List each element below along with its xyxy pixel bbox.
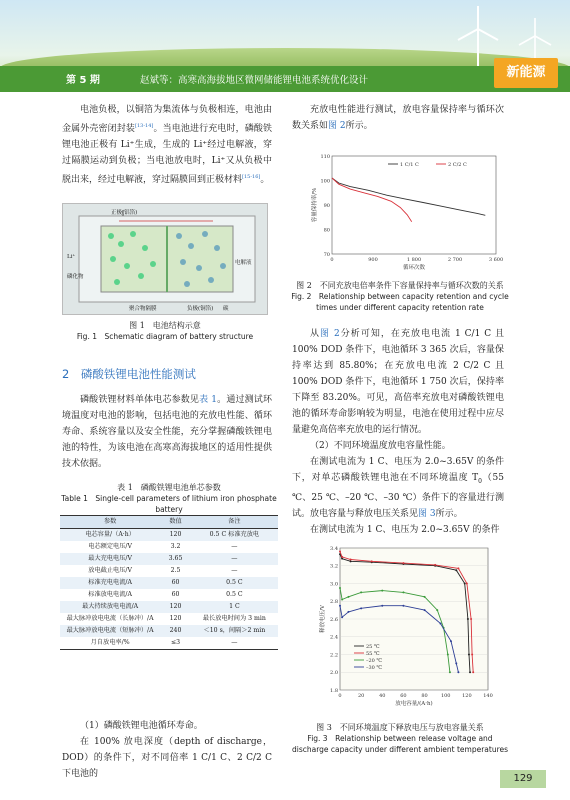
fig1-label-separator: 聚合物隔膜 <box>129 306 157 312</box>
data-point <box>350 559 352 561</box>
y-tick-label: 70 <box>323 251 330 258</box>
table-1-caption-en: Table 1 Single-cell parameters of lithium iron phosphate battery <box>61 494 277 514</box>
data-point <box>472 671 474 673</box>
table-row <box>60 553 278 565</box>
data-point <box>449 671 451 673</box>
x-tick-label: 40 <box>379 693 386 699</box>
data-point <box>402 605 404 607</box>
data-point <box>402 591 404 593</box>
table-row <box>60 637 278 650</box>
legend-entry: 25 ℃ <box>366 643 380 650</box>
figure-2-svg <box>296 146 506 276</box>
right-para1: 充放电性能进行测试，放电容量保持率与循环次数关系如图 2所示。 <box>292 105 504 131</box>
table-1-ref: 表 1 <box>199 395 218 405</box>
table-cell: 3.65 <box>160 553 191 565</box>
x-tick-label: 140 <box>483 693 493 699</box>
data-point <box>469 671 471 673</box>
data-point <box>341 598 343 600</box>
table-cell: 最大脉冲放电电流（短脉冲）/A <box>60 625 160 637</box>
table-cell: 2.5 <box>170 567 181 574</box>
table-cell: 最长放电时间为 3 min <box>202 615 266 622</box>
table-cell: ≤3 <box>160 637 191 650</box>
table-cell: 60 <box>171 591 180 598</box>
table-row <box>60 625 278 637</box>
figure-2-chart <box>296 146 506 276</box>
table-cell: 240 <box>160 625 191 637</box>
table-cell: — <box>191 553 278 565</box>
data-point <box>347 611 349 613</box>
figure-3-caption-cn: 图 3 不同环境温度下释放电压与放电容量关系 <box>316 723 484 732</box>
y-tick-label: 2.2 <box>330 652 338 659</box>
data-point <box>439 622 441 624</box>
table-row <box>60 601 278 613</box>
issue-number: 第 5 期 <box>66 75 100 86</box>
legend-entry: 1 C/1 C <box>400 161 419 168</box>
table-row <box>60 529 278 542</box>
data-point <box>339 605 341 607</box>
y-tick-label: 3.2 <box>330 563 338 570</box>
table-1-caption <box>60 482 278 515</box>
section-heading: 2 磷酸铁锂电池性能测试 <box>62 367 196 381</box>
left-para2: 磷酸铁锂材料单体电芯参数见表 1。通过测试环境温度对电池的影响，包括电池的充放电性能、循环寿命、系统容量以及安全性能，充分掌握磷酸铁锂电池的特性，为该电池在高寒高海拔地区的适用性提供技术依据。 <box>62 395 272 469</box>
figure-2-ref: 图 2 <box>328 121 346 131</box>
table-cell: ＜10 s，间隔＞2 min <box>191 625 278 637</box>
fig1-label-carbon: 碳 <box>223 306 229 312</box>
fig1-label-electrolyte: 电解液 <box>235 260 252 266</box>
table-cell: 电芯额定电压/V <box>88 543 132 550</box>
table-row <box>60 541 278 553</box>
table-cell: 0.5 C <box>226 591 243 598</box>
y-tick-label: 2.4 <box>330 634 338 641</box>
legend-entry: 2 C/2 C <box>448 161 467 168</box>
x-tick-label: 20 <box>357 693 365 699</box>
figure-1-caption <box>62 320 268 342</box>
data-point <box>347 596 349 598</box>
figure-1-battery-structure <box>62 203 268 315</box>
section-badge: 新能源 <box>494 58 558 88</box>
table-row <box>60 613 278 625</box>
table-cell: 放电截止电压/V <box>88 567 132 574</box>
table-cell: 120 <box>160 601 191 613</box>
legend-entry: –30 ℃ <box>366 664 383 671</box>
y-axis-label: 容量保持率/% <box>312 187 318 223</box>
y-tick-label: 3.0 <box>330 581 338 588</box>
data-point <box>470 618 472 620</box>
data-point <box>464 583 466 585</box>
x-tick-label: 0 <box>330 257 334 263</box>
legend-entry: –20 ℃ <box>366 657 383 664</box>
data-point <box>381 605 383 607</box>
figure-3-caption <box>290 722 510 755</box>
table-header: 参数 <box>60 516 160 529</box>
table-cell: — <box>191 637 278 650</box>
table-cell: 3.2 <box>170 543 181 550</box>
x-tick-label: 2 700 <box>447 257 463 263</box>
data-point <box>339 551 341 553</box>
page-number: 129 <box>500 770 546 788</box>
x-tick-label: 1 800 <box>406 257 422 263</box>
x-tick-label: 0 <box>338 693 342 699</box>
y-tick-label: 1.8 <box>330 687 338 694</box>
table-1-body <box>60 529 278 650</box>
data-point <box>341 556 343 558</box>
y-axis-label: 释放电压/V <box>320 605 326 633</box>
x-tick-label: 60 <box>400 693 407 699</box>
journal-header <box>0 0 570 92</box>
table-row <box>60 577 278 589</box>
figure-2-caption <box>290 280 510 313</box>
y-tick-label: 2.0 <box>330 670 338 677</box>
table-cell: — <box>231 567 238 574</box>
data-point <box>381 590 383 592</box>
data-point <box>467 618 469 620</box>
figure-3-svg <box>310 540 500 712</box>
data-point <box>468 654 470 656</box>
data-point <box>450 640 452 642</box>
data-point <box>455 569 457 571</box>
data-point <box>341 616 343 618</box>
left-para3: （1）磷酸铁锂电池循环寿命。 在 100% 放电深度（depth of discharge，DOD）的条件下，对不同倍率 1 C/1 C、2 C/2 C 下电池的 <box>62 721 272 779</box>
table-cell: 月自放电率/% <box>60 637 160 650</box>
running-title: 赵斌等：高寒高海拔地区微网储能锂电池系统优化设计 <box>140 75 369 86</box>
y-tick-label: 2.6 <box>330 616 338 623</box>
y-tick-label: 110 <box>320 153 330 160</box>
table-cell: 电芯容量/（A·h） <box>60 529 160 542</box>
fig1-label-li: Li⁺ <box>67 254 76 260</box>
data-point <box>447 654 449 656</box>
data-point <box>371 560 373 562</box>
x-tick-label: 120 <box>462 693 472 699</box>
table-cell: 1 C <box>191 601 278 613</box>
figure-3-caption-en: Fig. 3 Relationship between release voltage and discharge capacity under different ambient temperatures <box>291 734 509 754</box>
figure-3-ref: 图 3 <box>418 508 436 519</box>
y-tick-label: 3.4 <box>330 545 338 552</box>
data-point <box>471 654 473 656</box>
data-point <box>360 591 362 593</box>
figure-2-caption-cn: 图 2 不同充放电倍率条件下容量保持率与循环次数的关系 <box>296 281 504 290</box>
table-cell: 60 <box>160 577 191 589</box>
fig1-label-positive: 正极(铝箔) <box>111 210 138 216</box>
fig1-label-phosphate: 磷化物 <box>67 274 84 280</box>
x-axis-label: 循环次数 <box>402 265 426 271</box>
data-point <box>341 558 343 560</box>
figure-2-caption-en: Fig. 2 Relationship between capacity retention and cycle times under different capacity retention rate <box>291 292 509 312</box>
legend-entry: 55 ℃ <box>366 650 380 657</box>
y-tick-label: 2.8 <box>330 599 338 606</box>
table-cell: — <box>231 543 238 550</box>
x-tick-label: 80 <box>421 693 428 699</box>
data-point <box>466 583 468 585</box>
right-para2: 从图 2分析可知，在充放电电流 1 C/1 C 且 100% DOD 条件下，电池循环 3 365 次后，容量保持率达到 85.80%；在充放电电流 2 C/2 C 且 100% DOD 条件下，电池循环 1 750 次后，保持率下降至 83.20%。可见，高倍率充放电对磷酸铁锂电池的循环寿命影响较为明显，电池在使用过程中应尽量避免高倍率充放电的运行情况。 （2）不同环境温度放电容量性能。 在测试电流为 1 C、电压为 2.0~3.65V 的条件下，对单芯磷酸铁锂电池在不同环境温度 $T_0(55$ ℃、25 ℃、–20 ℃、–30 ℃）条件下的容量进行测试。放电容量与释放电压关系见图 3所示。 在测试电流为 1 C、电压为 2.0~3.65V 的条件 <box>292 329 504 535</box>
data-point <box>434 564 436 566</box>
x-tick-label: 100 <box>440 693 451 699</box>
data-point <box>457 671 459 673</box>
y-tick-label: 80 <box>323 227 330 234</box>
data-point <box>339 587 341 589</box>
y-tick-label: 90 <box>323 202 330 209</box>
table-row <box>60 565 278 577</box>
table-cell: 0.5 C 标准充放电 <box>191 529 278 542</box>
data-point <box>360 607 362 609</box>
data-point <box>424 609 426 611</box>
data-point <box>457 567 459 569</box>
table-cell: 最大脉冲放电电流（长脉冲）/A <box>66 615 154 622</box>
y-tick-label: 100 <box>320 178 330 185</box>
fig1-label-negative: 负极(铜箔) <box>187 306 214 312</box>
table-row <box>60 589 278 601</box>
data-point <box>402 562 404 564</box>
data-point <box>436 609 438 611</box>
left-para1: 电池负极，以铜箔为集流体与负极相连，电池由金属外壳密闭封装[13-14]。当电池进行充电时，磷酸铁锂电池正极有 Li⁺生成，生成的 Li⁺经过电解液，穿过隔膜运动到负极；当电池放电时，Li⁺又从负极中脱出来，经过电解液，穿过隔膜回到正极材料[15-16]。 <box>62 105 272 185</box>
table-cell: 标准放电电流/A <box>88 591 132 598</box>
table-cell: 最大充电电压/V <box>60 553 160 565</box>
x-axis-label: 放电容量/(A·h) <box>395 701 433 707</box>
table-cell: 标准充电电流/A <box>60 577 160 589</box>
figure-1-caption-en: Fig. 1 Schematic diagram of battery structure <box>76 332 254 341</box>
table-cell: 120 <box>169 615 182 622</box>
table-cell: 0.5 C <box>191 577 278 589</box>
data-point <box>455 662 457 664</box>
data-point <box>350 560 352 562</box>
x-tick-label: 900 <box>368 257 378 263</box>
figure-1-caption-cn: 图 1 电池结构示意 <box>129 321 201 330</box>
figure-2-ref: 图 2 <box>320 329 340 339</box>
data-point <box>424 596 426 598</box>
table-header: 备注 <box>191 516 278 529</box>
table-cell: 120 <box>160 529 191 542</box>
table-header: 数值 <box>160 516 191 529</box>
table-cell: 最大持续放电电流/A <box>60 601 160 613</box>
plot-area <box>332 156 496 254</box>
figure-3-chart <box>310 540 500 712</box>
table-1-caption-cn: 表 1 磷酸铁锂电池单芯参数 <box>117 483 221 492</box>
table-1 <box>60 515 278 650</box>
x-tick-label: 3 600 <box>488 257 504 263</box>
